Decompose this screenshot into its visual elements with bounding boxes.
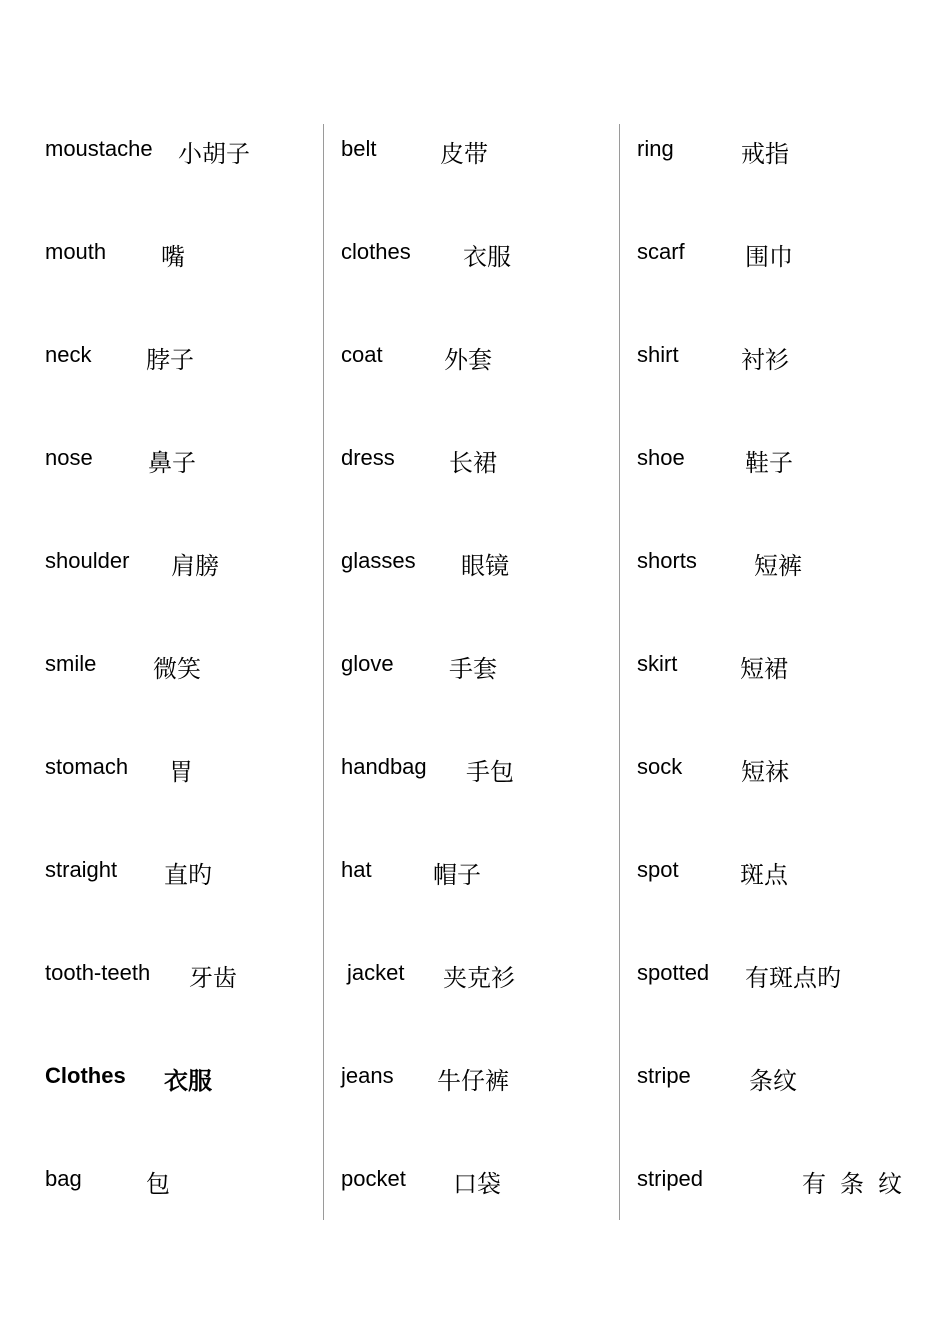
english-word: bag [45, 1166, 82, 1191]
vocab-entry [620, 948, 950, 1008]
chinese-word: 肩膀 [171, 552, 219, 580]
english-word: clothes [341, 239, 411, 264]
english-word: glasses [341, 548, 416, 573]
vocab-entry [324, 742, 620, 802]
chinese-word: 包 [146, 1170, 170, 1198]
chinese-word: 有条纹 [802, 1170, 916, 1198]
english-word: ring [637, 136, 674, 161]
vocab-entry [0, 845, 323, 905]
english-word: jacket [347, 960, 405, 985]
english-word: spot [637, 857, 679, 882]
chinese-word: 牛仔裤 [437, 1067, 509, 1095]
vocab-entry [324, 948, 620, 1008]
vocab-entry-heading [0, 1051, 323, 1111]
vocab-entry [620, 639, 950, 699]
chinese-word: 短裙 [740, 655, 788, 683]
vocab-entry [0, 330, 323, 390]
vocab-entry [620, 330, 950, 390]
english-word: coat [341, 342, 383, 367]
vocab-entry [0, 227, 323, 287]
chinese-word: 鞋子 [745, 449, 793, 477]
vocab-entry [0, 124, 323, 184]
english-word: mouth [45, 239, 107, 264]
chinese-word: 直旳 [164, 861, 212, 889]
english-word: shorts [637, 548, 697, 573]
vocab-entry [0, 639, 323, 699]
vocab-entry [0, 536, 323, 596]
chinese-word: 手套 [449, 655, 497, 683]
english-word: handbag [341, 754, 427, 779]
english-word: shoe [637, 445, 685, 470]
chinese-word: 牙齿 [189, 964, 237, 992]
vocab-entry [620, 1154, 950, 1214]
chinese-word: 斑点 [740, 861, 788, 889]
english-word: nose [45, 445, 93, 470]
chinese-word: 眼镜 [461, 552, 509, 580]
vocab-entry [324, 433, 620, 493]
vocab-entry [324, 639, 620, 699]
chinese-word: 衣服 [463, 243, 511, 271]
chinese-word: 皮带 [440, 140, 488, 168]
chinese-word: 条纹 [749, 1067, 797, 1095]
vocab-entry [0, 948, 323, 1008]
chinese-word: 鼻子 [148, 449, 196, 477]
english-word: glove [341, 651, 394, 676]
english-word: shoulder [45, 548, 130, 573]
english-word: shirt [637, 342, 679, 367]
vocab-entry [324, 330, 620, 390]
chinese-word: 外套 [444, 346, 492, 374]
vocab-entry [324, 1154, 620, 1214]
english-word: hat [341, 857, 372, 882]
chinese-word: 衬衫 [741, 346, 789, 374]
chinese-word: 脖子 [146, 346, 194, 374]
vocab-column-1 [0, 124, 323, 1220]
english-word: neck [45, 342, 92, 367]
vocab-entry [620, 227, 950, 287]
english-word: jeans [341, 1063, 394, 1088]
chinese-word: 戒指 [741, 140, 789, 168]
vocab-entry [0, 742, 323, 802]
vocab-entry [324, 124, 620, 184]
vocab-entry [324, 845, 620, 905]
english-word: skirt [637, 651, 678, 676]
chinese-word: 短袜 [741, 758, 789, 786]
chinese-word: 有斑点旳 [745, 964, 841, 992]
english-word: spotted [637, 960, 710, 985]
vocab-column-2 [323, 124, 620, 1220]
section-heading-english: Clothes [45, 1063, 126, 1088]
english-word: dress [341, 445, 395, 470]
chinese-word: 小胡子 [178, 140, 250, 168]
chinese-word: 手包 [466, 758, 514, 786]
vocab-entry [620, 433, 950, 493]
english-word: stomach [45, 754, 129, 779]
chinese-word: 夹克衫 [443, 964, 515, 992]
chinese-word: 胃 [169, 758, 193, 786]
english-word: scarf [637, 239, 685, 264]
vocab-entry [620, 742, 950, 802]
section-heading-chinese: 衣服 [164, 1067, 212, 1095]
vocab-entry [324, 536, 620, 596]
chinese-word: 微笑 [153, 655, 201, 683]
chinese-word: 短裤 [754, 552, 802, 580]
english-word: smile [45, 651, 97, 676]
vocab-entry [324, 1051, 620, 1111]
english-word: sock [637, 754, 683, 779]
english-word: tooth-teeth [45, 960, 151, 985]
english-word: pocket [341, 1166, 406, 1191]
chinese-word: 口袋 [453, 1170, 501, 1198]
vocab-entry [620, 536, 950, 596]
vocab-entry [620, 1051, 950, 1111]
english-word: straight [45, 857, 118, 882]
vocab-entry [0, 1154, 323, 1214]
chinese-word: 帽子 [433, 861, 481, 889]
chinese-word: 嘴 [161, 243, 185, 271]
chinese-word: 长裙 [449, 449, 497, 477]
english-word: striped [637, 1166, 704, 1191]
chinese-word: 围巾 [745, 243, 793, 271]
english-word: moustache [45, 136, 153, 161]
vocab-entry [620, 845, 950, 905]
vocab-entry [324, 227, 620, 287]
english-word: stripe [637, 1063, 691, 1088]
vocab-entry [0, 433, 323, 493]
english-word: belt [341, 136, 377, 161]
vocab-column-3 [619, 124, 950, 1220]
vocab-entry [620, 124, 950, 184]
